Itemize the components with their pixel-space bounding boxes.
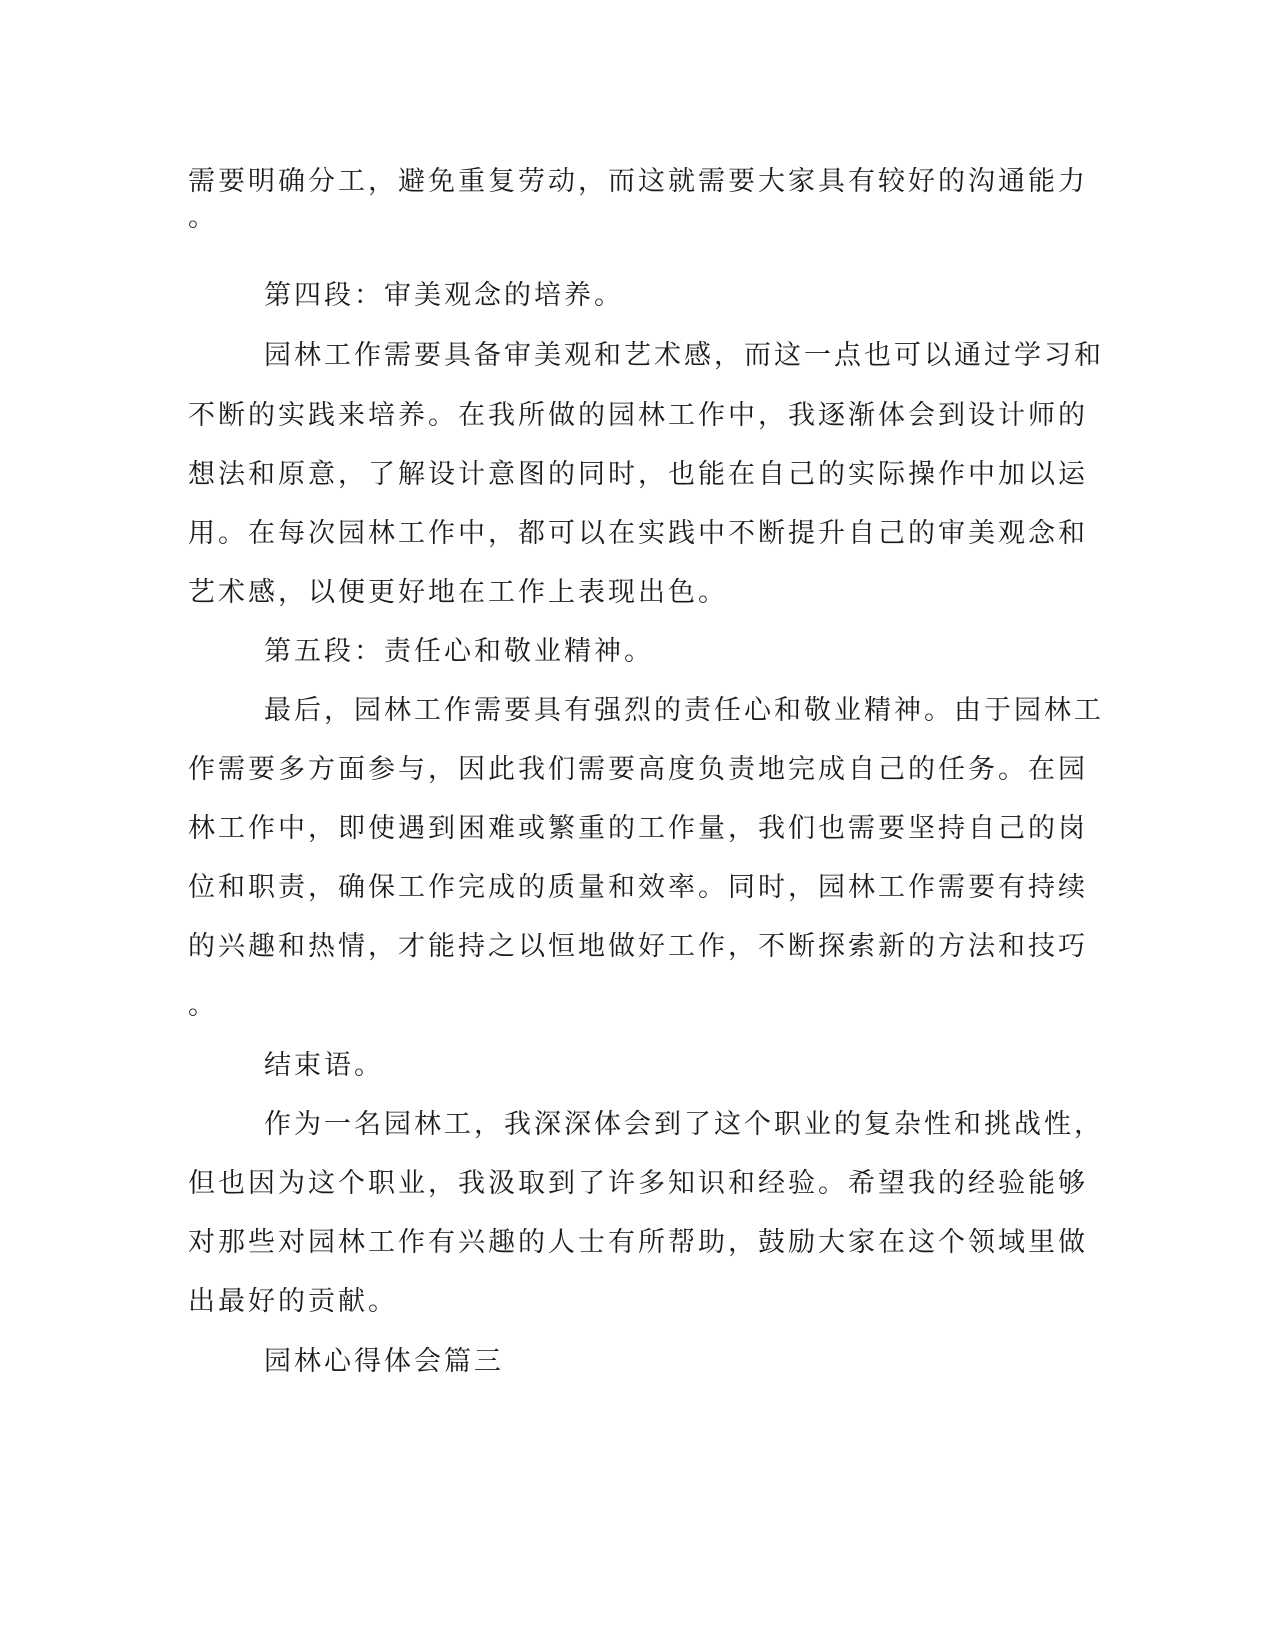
text-line: 最后，园林工作需要具有强烈的责任心和敬业精神。由于园林工 xyxy=(264,695,1104,726)
section-heading: 第五段：责任心和敬业精神。 xyxy=(264,636,654,667)
text-line: 对那些对园林工作有兴趣的人士有所帮助，鼓励大家在这个领域里做 xyxy=(188,1227,1088,1258)
text-line: 不断的实践来培养。在我所做的园林工作中，我逐渐体会到设计师的 xyxy=(188,400,1088,431)
section-heading: 园林心得体会篇三 xyxy=(264,1346,504,1377)
text-line: 但也因为这个职业，我汲取到了许多知识和经验。希望我的经验能够 xyxy=(188,1168,1088,1199)
text-line: 作需要多方面参与，因此我们需要高度负责地完成自己的任务。在园 xyxy=(188,754,1088,785)
text-line: 的兴趣和热情，才能持之以恒地做好工作，不断探索新的方法和技巧 xyxy=(188,931,1088,962)
section-heading: 结束语。 xyxy=(264,1050,384,1081)
text-line: 出最好的贡献。 xyxy=(188,1286,398,1317)
text-line: 园林工作需要具备审美观和艺术感，而这一点也可以通过学习和 xyxy=(264,340,1104,371)
section-heading: 第四段：审美观念的培养。 xyxy=(264,280,624,311)
text-line: 需要明确分工，避免重复劳动，而这就需要大家具有较好的沟通能力 xyxy=(188,166,1088,197)
text-line: 艺术感，以便更好地在工作上表现出色。 xyxy=(188,577,728,608)
text-line: 位和职责，确保工作完成的质量和效率。同时，园林工作需要有持续 xyxy=(188,872,1088,903)
text-line: 。 xyxy=(188,202,218,233)
text-line: 想法和原意，了解设计意图的同时，也能在自己的实际操作中加以运 xyxy=(188,459,1088,490)
text-line: 林工作中，即使遇到困难或繁重的工作量，我们也需要坚持自己的岗 xyxy=(188,813,1088,844)
text-line: 作为一名园林工，我深深体会到了这个职业的复杂性和挑战性， xyxy=(264,1109,1104,1140)
text-line: 。 xyxy=(188,990,218,1021)
text-line: 用。在每次园林工作中，都可以在实践中不断提升自己的审美观念和 xyxy=(188,518,1088,549)
